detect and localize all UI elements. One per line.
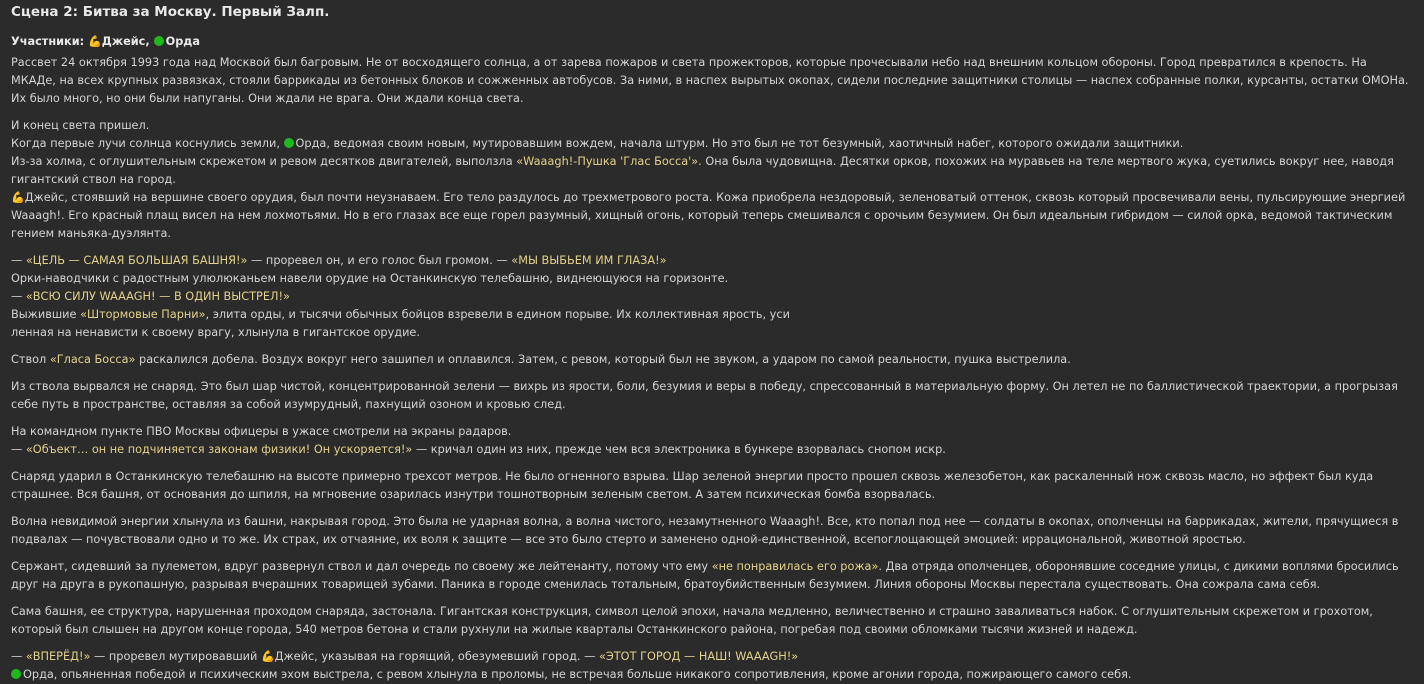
text: Ствол: [11, 353, 47, 366]
scene-title: Сцена 2: Битва за Москву. Первый Залп.: [11, 4, 330, 20]
paragraph-impact: Снаряд ударил в Останкинскую телебашню на высоте примерно трехсот метров. Не было огненного взрыва. Шар зеленой энергии просто прошел сквозь железобетон, как раскаленный нож сквозь масло, но эффект был куда страшнее. Вся башня, от основания до шпиля, на мгновение озарилась изнутри тошнотворным зеленым светом. А затем психическая бомба взорвалась.: [11, 470, 1374, 501]
text: раскалился добела. Воздух вокруг него зашипел и оплавился. Затем, с ревом, который был не звуком, а ударом по самой реальности, пушка выстрелила.: [139, 353, 1071, 366]
line-jace-desc: Джейс, стоявший на вершине своего орудия, был почти неузнаваем. Его тело раздулось до трехметрового роста. Кожа приобрела нездоровый, зеленоватый оттенок, сквозь который просвечивали вены, пульсирующие энергией Waaagh!. Его красный плащ висел на нем лохмотьями. Но в его глазах все еще горел разумный, хищный огонь, который теперь смешивался с орочьим безумием. Он был идеальным гибридом — силой орка, ведомой тактическим гением маньяка-дуэлянта.: [11, 191, 1406, 240]
line-horde-attack: Орда, ведомая своим новым, мутировавшим вождем, начала штурм. Но это был не тот безумный, хаотичный набег, которого ожидали защитники.: [295, 137, 1184, 150]
participants-label: Участники:: [11, 35, 85, 48]
flexed-biceps-icon: 💪: [88, 35, 102, 48]
text: — проревел мутировавший: [94, 650, 258, 663]
quote-eyes: «МЫ ВЫБЬЕМ ИМ ГЛАЗА!»: [511, 254, 667, 267]
dash: —: [11, 254, 23, 267]
paragraph-tower-fall: Сама башня, ее структура, нарушенная проходом снаряда, застонала. Гигантская конструкция, символ целой эпохи, начала медленно, величественно и страшно заваливаться набок. С оглушительным скрежетом и грохотом, который был слышен на другом конце города, 540 метров бетона и стали рухнули на жилые кварталы Останкинского района, погребая под своими обломками тысячи жизней и надежд.: [11, 605, 1373, 636]
voice-of-boss-highlight: «Гласа Босса»: [49, 353, 136, 366]
paragraph-sergeant: [11, 558, 1413, 594]
line-cannon-desc: . Она была чудовищна. Десятки орков, похожих на муравьев на теле мертвого жука, суетились вокруг нее, наводя гигантский ствол на город.: [11, 155, 1394, 186]
quote-object: «Объект… он не подчиняется законам физики! Он ускоряется!»: [25, 443, 413, 456]
line-rage: ленная на ненависти к своему врагу, хлынула в гигантское орудие.: [11, 326, 420, 339]
paragraph-assault: [11, 117, 1413, 243]
paragraph-dawn: Рассвет 24 октября 1993 года над Москвой был багровым. Не от восходящего солнца, а от зарева пожаров и света прожекторов, которые прочесывали небо над внешним кольцом обороны. Город превратился в крепость. На МКАДе, на всех крупных развязках, стояли баррикады из бетонных блоков и сожженных автобусов. За ними, в наспех вырытых окопах, сидели последние защитники столицы — наспех собранные полки, курсанты, остатки ОМОНа. Их было много, но они были напуганы. Они ждали не врага. Они ждали конца света.: [11, 56, 1409, 105]
text: Джейс, указывая на горящий, обезумевший город. —: [274, 650, 596, 663]
dash: —: [11, 650, 23, 663]
storm-boyz-highlight: «Штормовые Парни»: [80, 308, 206, 321]
flexed-biceps-icon: 💪: [11, 191, 25, 204]
line-gunners: Орки-наводчики с радостным улюлюканьем навели орудие на Останкинскую телебашню, виднеющуюся на горизонте.: [11, 272, 729, 285]
line-roared: — проревел он, и его голос был громом. —: [251, 254, 508, 267]
line-cannon-intro: Из-за холма, с оглушительным скрежетом и ревом десятков двигателей, выползла: [11, 155, 513, 168]
quote-all-power: «ВСЮ СИЛУ WAAAGH! — В ОДИН ВЫСТРЕЛ!»: [25, 290, 290, 303]
quote-target: «ЦЕЛЬ — САМАЯ БОЛЬШАЯ БАШНЯ!»: [25, 254, 248, 267]
text: . Два отряда ополченцев, оборонявшие соседние улицы, с дикими воплями бросились друг на друга в рукопашную, разрывая вчерашних товарищей зубами. Паника в городе сменилась тотальным, братоубийственным безумием. Линия обороны Москвы перестала существовать. Она сожрала сама себя.: [11, 560, 1399, 591]
quote-face: «не понравилась его рожа»: [711, 560, 879, 573]
flexed-biceps-icon: 💪: [260, 650, 275, 663]
text: — кричал один из них, прежде чем вся электроника в бункере взорвалась снопом искр.: [415, 443, 946, 456]
text: Орда, опьяненная победой и психическим эхом выстрела, с ревом хлынула в проломы, не встречая больше никакого сопротивления, кроме агонии города, пожирающего самого себя.: [23, 668, 1132, 681]
participant-horde: Орда: [165, 35, 201, 48]
quote-city-ours: «ЭТОТ ГОРОД — НАШ! WAAAGH!»: [598, 650, 799, 663]
paragraph-barrel: [11, 351, 1413, 369]
cannon-name-highlight: «Waaagh!-Пушка 'Глас Босса'»: [516, 155, 699, 168]
green-circle-icon: [284, 138, 294, 148]
quote-forward: «ВПЕРЁД!»: [25, 650, 91, 663]
line-end-came: И конец света пришел.: [11, 119, 150, 132]
line-first-rays: Когда первые лучи солнца коснулись земли,: [11, 137, 280, 150]
green-circle-icon: [11, 669, 21, 679]
paragraph-radar: [11, 423, 1413, 459]
participants-line: [11, 33, 1413, 51]
dash: —: [11, 443, 23, 456]
dash: —: [11, 290, 23, 303]
paragraph-shell: Из ствола вырвался не снаряд. Это был шар чистой, концентрированной зелени — вихрь из ярости, боли, безумия и веры в победу, спрессованный в материальную форму. Он летел не по баллистической траектории, а прогрызая себе путь в пространстве, оставляя за собой изумрудный, пахнущий озоном и кровью след.: [11, 380, 1398, 411]
paragraph-target: [11, 252, 1413, 342]
line-elite: , элита орды, и тысячи обычных бойцов взревели в едином порыве. Их коллективная ярость, уси: [205, 308, 790, 321]
green-circle-icon: [154, 36, 164, 46]
participant-jace: Джейс,: [101, 35, 150, 48]
text: Сержант, сидевший за пулеметом, вдруг развернул ствол и дал очередь по своему же лейтенанту, потому что ему: [11, 560, 709, 573]
paragraph-forward: [11, 648, 1413, 684]
line-survivors: Выжившие: [11, 308, 77, 321]
paragraph-wave: Волна невидимой энергии хлынула из башни, накрывая город. Это была не ударная волна, а волна чистого, незамутненного Waaagh!. Все, кто попал под нее — солдаты в окопах, ополченцы на баррикадах, жители, прячущиеся в подвалах — почувствовали одно и то же. Их страх, их отчаяние, их воля к защите — все это было стерто и заменено одной-единственной, всепоглощающей эмоцией: иррациональной, животной яростью.: [11, 515, 1399, 546]
text: На командном пункте ПВО Москвы офицеры в ужасе смотрели на экраны радаров.: [11, 425, 512, 438]
